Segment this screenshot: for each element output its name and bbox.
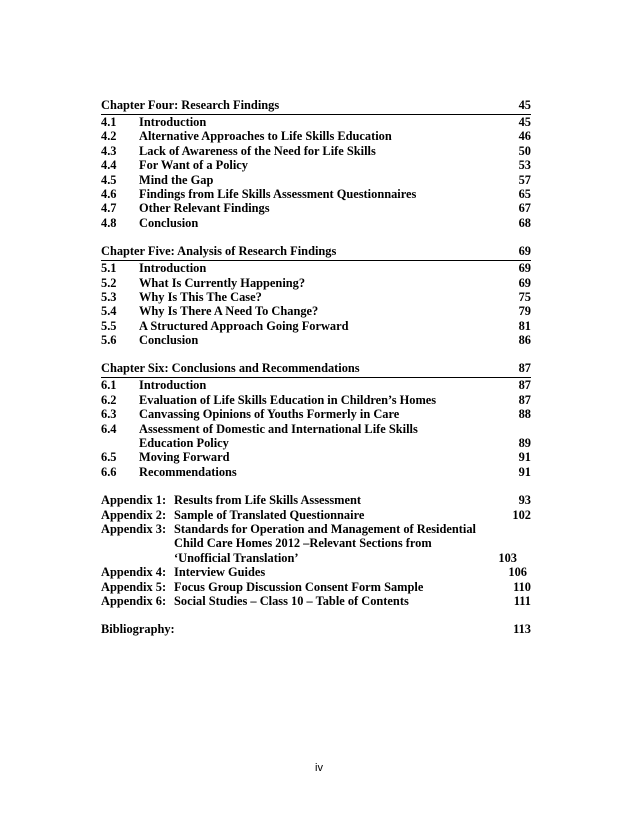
appendix-title-continued: ‘Unofficial Translation’ (174, 550, 299, 565)
appendix-entry[interactable] (101, 565, 531, 579)
appendix-entry-continued[interactable] (101, 551, 531, 565)
appendix-page: 111 (513, 593, 531, 608)
entry-page: 45 (518, 115, 531, 129)
entry-title-continued: Education Policy (139, 436, 229, 451)
entry-number: 4.5 (101, 172, 117, 187)
entry-page: 81 (518, 318, 531, 333)
entry-page: 75 (518, 289, 531, 304)
entry-number: 4.2 (101, 129, 117, 144)
entry-number: 4.8 (101, 215, 117, 230)
entry-number: 6.4 (101, 421, 117, 436)
entry-number: 6.2 (101, 392, 117, 407)
entry-number: 4.7 (101, 201, 117, 216)
entry-page: 50 (518, 143, 531, 158)
toc-entry[interactable] (101, 201, 531, 215)
toc-entry[interactable] (101, 422, 531, 436)
toc-entry[interactable] (101, 465, 531, 479)
entry-title: For Want of a Policy (139, 158, 248, 173)
toc-entry[interactable] (101, 290, 531, 304)
appendix-number: Appendix 6: (101, 593, 167, 608)
toc-entry[interactable] (101, 216, 531, 230)
entry-page: 79 (518, 304, 531, 319)
entry-number: 6.3 (101, 407, 117, 422)
entry-number: 5.2 (101, 275, 117, 290)
entry-page: 68 (518, 215, 531, 230)
entry-page: 53 (518, 158, 531, 173)
entry-title: Evaluation of Life Skills Education in Children’s Homes (139, 392, 437, 407)
toc-entry-continued[interactable] (101, 436, 531, 450)
entry-number: 5.4 (101, 304, 117, 319)
entry-number: 5.6 (101, 333, 117, 348)
entry-title: Alternative Approaches to Life Skills Education (139, 129, 392, 144)
entry-number: 6.5 (101, 450, 117, 465)
appendix-title-continued: Child Care Homes 2012 –Relevant Sections from (174, 536, 432, 551)
entry-title: Recommendations (139, 464, 237, 479)
appendix-title: Sample of Translated Questionnaire (174, 507, 365, 522)
entry-title: Mind the Gap (139, 172, 214, 187)
chapter-title: Chapter Four: Research Findings (101, 98, 280, 112)
toc-entry[interactable] (101, 378, 531, 392)
appendix-page: 106 (508, 565, 527, 580)
chapter-page: 69 (518, 244, 531, 259)
appendix-title: Interview Guides (174, 565, 266, 580)
entry-number: 6.6 (101, 464, 117, 479)
toc-entry[interactable] (101, 115, 531, 129)
entry-title: What Is Currently Happening? (139, 275, 306, 290)
chapter-heading[interactable] (101, 361, 531, 378)
entry-number: 4.1 (101, 115, 117, 129)
entry-title: Lack of Awareness of the Need for Life Skills (139, 143, 376, 158)
spacer (101, 347, 531, 361)
appendix-number: Appendix 1: (101, 493, 167, 508)
entry-page: 91 (518, 450, 531, 465)
entry-title: Introduction (139, 261, 207, 276)
entry-page: 87 (518, 378, 531, 393)
toc-entry[interactable] (101, 129, 531, 143)
entry-number: 6.1 (101, 378, 117, 393)
entry-title: Moving Forward (139, 450, 230, 465)
toc-entry[interactable] (101, 276, 531, 290)
entry-title: Assessment of Domestic and International Life Skills (139, 421, 418, 436)
entry-page: 69 (518, 261, 531, 276)
appendix-number: Appendix 4: (101, 565, 167, 580)
entry-number: 5.5 (101, 318, 117, 333)
entry-title: Introduction (139, 115, 207, 129)
spacer (101, 479, 531, 493)
toc-entry[interactable] (101, 187, 531, 201)
appendix-entry[interactable] (101, 508, 531, 522)
entry-page: 87 (518, 392, 531, 407)
entry-number: 4.6 (101, 186, 117, 201)
appendix-title: Focus Group Discussion Consent Form Sample (174, 579, 424, 594)
entry-title: Canvassing Opinions of Youths Formerly in Care (139, 407, 400, 422)
toc-entry[interactable] (101, 304, 531, 318)
appendix-title: Standards for Operation and Management of Residential (174, 521, 476, 536)
entry-page: 88 (518, 407, 531, 422)
chapter-heading[interactable] (101, 244, 531, 261)
entry-title: Conclusion (139, 333, 199, 348)
entry-number: 5.3 (101, 289, 117, 304)
appendix-entry-continued[interactable] (101, 536, 531, 550)
appendix-title: Results from Life Skills Assessment (174, 493, 362, 508)
appendix-page: 93 (518, 493, 531, 508)
spacer (101, 608, 531, 622)
page-number: iv (315, 762, 323, 774)
bibliography-page: 113 (513, 622, 531, 637)
entry-number: 4.3 (101, 143, 117, 158)
entry-number: 4.4 (101, 158, 117, 173)
chapter-page: 45 (518, 98, 531, 112)
entry-title: Introduction (139, 378, 207, 393)
toc-entry[interactable] (101, 333, 531, 347)
entry-title: A Structured Approach Going Forward (139, 318, 349, 333)
appendix-number: Appendix 3: (101, 521, 167, 536)
entry-page: 67 (518, 201, 531, 216)
toc-entry[interactable] (101, 393, 531, 407)
appendix-title: Social Studies – Class 10 – Table of Contents (174, 593, 409, 608)
bibliography-label: Bibliography: (101, 622, 175, 637)
entry-page: 89 (518, 436, 531, 451)
spacer (101, 230, 531, 244)
appendix-entry[interactable] (101, 580, 531, 594)
chapter-title: Chapter Six: Conclusions and Recommendations (101, 361, 360, 376)
entry-page: 57 (518, 172, 531, 187)
appendix-page: 102 (512, 507, 531, 522)
entry-title: Why Is There A Need To Change? (139, 304, 319, 319)
entry-number: 5.1 (101, 261, 117, 276)
toc-entry[interactable] (101, 319, 531, 333)
toc-entry[interactable] (101, 158, 531, 172)
entry-title: Findings from Life Skills Assessment Questionnaires (139, 186, 417, 201)
entry-title: Why Is This The Case? (139, 289, 262, 304)
appendix-entry[interactable] (101, 493, 531, 507)
chapter-page: 87 (518, 361, 531, 376)
entry-title: Other Relevant Findings (139, 201, 270, 216)
entry-page: 86 (518, 333, 531, 348)
entry-page: 46 (518, 129, 531, 144)
table-of-contents (101, 98, 531, 637)
appendix-entry[interactable] (101, 594, 531, 608)
chapter-heading[interactable] (101, 98, 531, 115)
toc-entry[interactable] (101, 144, 531, 158)
entry-page: 69 (518, 275, 531, 290)
chapter-title: Chapter Five: Analysis of Research Findings (101, 244, 337, 259)
appendix-entry[interactable] (101, 522, 531, 536)
entry-page: 65 (518, 186, 531, 201)
bibliography-entry[interactable] (101, 622, 531, 636)
appendix-number: Appendix 2: (101, 507, 167, 522)
entry-page: 91 (518, 464, 531, 479)
entry-title: Conclusion (139, 215, 199, 230)
toc-entry[interactable] (101, 407, 531, 421)
appendix-number: Appendix 5: (101, 579, 167, 594)
toc-entry[interactable] (101, 261, 531, 275)
toc-entry[interactable] (101, 173, 531, 187)
appendix-page: 103 (498, 550, 517, 565)
toc-entry[interactable] (101, 450, 531, 464)
appendix-page: 110 (513, 579, 531, 594)
